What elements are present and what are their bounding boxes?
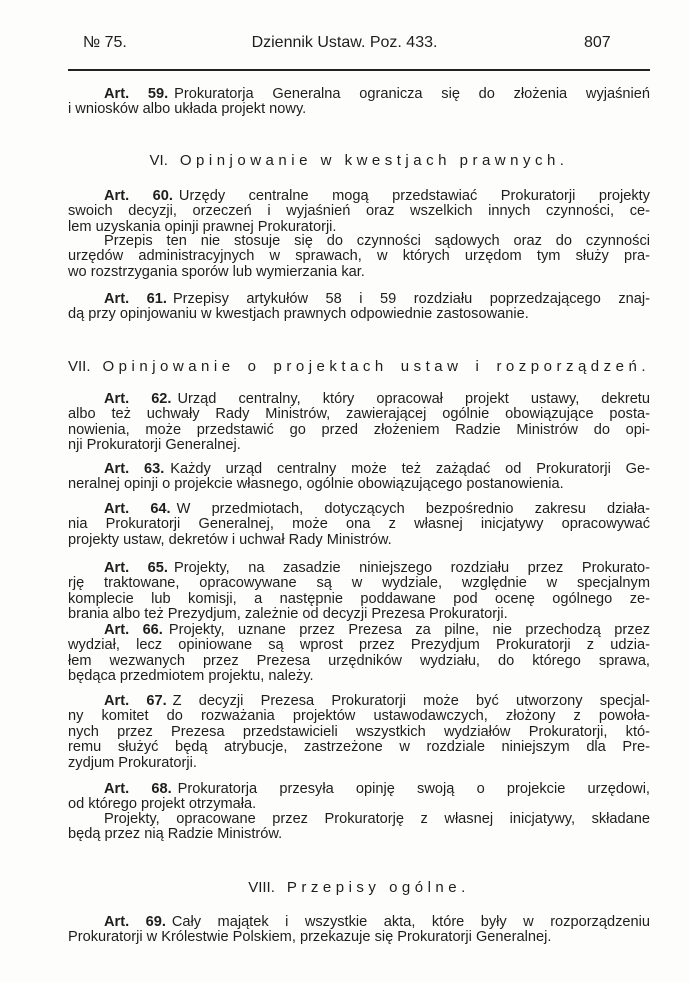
article-line [68,653,650,669]
line-text: Prokuratorji w Królestwie Polskiem, przekazuje się Prokuratorji Generalnej. [68,929,552,946]
section-heading [68,153,650,169]
section-heading [68,880,650,896]
article-line [68,406,650,422]
article-line [68,437,650,453]
line-text: wydział, lecz opiniowane są wprost przez Prezydjum Prokuratorji z udzia- [68,637,650,654]
article-line [68,575,650,591]
article-line [68,422,650,438]
article-line [68,755,650,771]
line-text: nowienia, może przedstawić go przed złożeniem Radzie Ministrów do opi- [68,421,650,438]
article-line [68,501,650,517]
paragraph-line [68,264,650,280]
line-text: Prokuratorja przesyła opinję swoją o projekcie urzędowi, [177,781,650,797]
article-line [68,606,650,622]
article-label: Art. 62. [104,391,172,407]
section-title: Przepisy ogólne. [286,879,470,896]
article-line [68,668,650,684]
line-text: Prokuratorja Generalna ogranicza się do złożenia wyjaśnień [174,86,650,102]
line-text: W przedmiotach, dotyczących bezpośrednio zakresu działa- [176,501,650,517]
article-label: Art. 66. [104,622,163,638]
article-line [68,461,650,477]
line-text: projekty ustaw, dekretów i uchwał Rady Ministrów. [68,531,392,548]
header-rule [68,69,650,71]
article-label: Art. 59. [104,86,169,102]
article-line [68,929,650,945]
article-line [68,914,650,930]
line-text: dą przy opinjowaniu w kwestjach prawnych odpowiednie zastosowanie. [68,306,529,323]
article-line [68,516,650,532]
article-line [68,708,650,724]
article-label: Art. 64. [104,501,171,517]
line-text: komplecie lub komisji, a następnie poddawane pod ocenę ogólnego ze- [68,590,650,607]
article-line [68,391,650,407]
line-text: albo też uchwały Rady Ministrów, zawierającej ogólnie obowiązujące posta- [68,406,650,423]
paragraph-line [68,233,650,249]
issue-number: № 75. [83,34,127,51]
line-text: i wniosków albo układa projekt nowy. [68,101,307,118]
article-line [68,306,650,322]
line-text: lem uzyskania opinji prawnej Prokuratorji. [68,218,337,235]
line-text: Przepis ten nie stosuje się do czynności sądowych oraz do czynności [104,233,650,249]
article-line [68,532,650,548]
line-text: urzędów administracyjnych w sprawach, w których urzędom tym służy pra- [68,248,650,265]
article-line [68,188,650,204]
section-numeral: VII. [68,358,91,375]
line-text: będąca przedmiotem projektu, należy. [68,668,314,685]
paragraph-line [68,811,650,827]
article-line [68,796,650,812]
line-text: Przepisy artykułów 58 i 59 rozdziału poprzedzającego znaj- [172,291,650,307]
line-text: ny komitet do rozważania projektów ustawodawczych, złożony z powoła- [68,708,650,725]
line-text: Cały majątek i wszystkie akta, które były w rozporządzeniu [171,914,650,930]
line-text: remu służyć będą atrybucje, zastrzeżone w rozdziale niniejszym dla Pre- [68,739,650,756]
line-text: Każdy urząd centralny może też zażądać od Prokuratorji Ge- [170,461,650,477]
article-line [68,724,650,740]
article-label: Art. 69. [104,914,166,930]
article-line [68,693,650,709]
article-line [68,203,650,219]
article-line [68,591,650,607]
line-text: wo rozstrzygania sporów lub wymierzania kar. [68,263,365,280]
line-text: nych przez Prezesa przedstawicieli wszystkich wydziałów Prokuratorji, któ- [68,723,650,740]
page-number: 807 [584,34,611,51]
line-text: Urząd centralny, który opracował projekt ustawy, dekretu [177,391,650,407]
article-label: Art. 67. [104,693,167,709]
article-label: Art. 61. [104,291,167,307]
article-label: Art. 63. [104,461,165,477]
section-title: Opinjowanie o projektach ustaw i rozporządzeń. [102,358,650,375]
line-text: rję traktowane, opracowywane są w wydziale, względnie w specjalnym [68,575,650,592]
line-text: nji Prokuratorji Generalnej. [68,437,241,454]
article-line [68,291,650,307]
article-line [68,739,650,755]
line-text: łem wezwanych przez Prezesa urzędników wydziału, do którego sprawa, [68,652,650,669]
line-text: będą przez nią Radzie Ministrów. [68,826,283,843]
running-title: Dziennik Ustaw. Poz. 433. [251,34,438,51]
section-numeral: VI. [149,152,168,169]
article-line [68,781,650,797]
article-line [68,101,650,117]
line-text: neralnej opinji o projekcie własnego, ogólnie obowiązującego postanowienia. [68,476,564,493]
article-label: Art. 60. [104,188,173,204]
paragraph-line [68,248,650,264]
section-heading [68,359,650,375]
article-line [68,637,650,653]
article-line [68,86,650,102]
article-line [68,476,650,492]
line-text: nia Prokuratorji Generalnej, może ona z własnej inicjatywy opracowywać [68,516,650,533]
article-label: Art. 65. [104,560,168,576]
article-line [68,560,650,576]
line-text: od którego projekt otrzymała. [68,796,257,813]
line-text: Urzędy centralne mogą przedstawiać Prokuratorji projekty [178,188,650,204]
line-text: brania albo też Prezydjum, zależnie od decyzji Prezesa Prokuratorji. [68,606,508,623]
section-numeral: VIII. [248,879,275,896]
line-text: zydjum Prokuratorji. [68,754,197,771]
article-line [68,622,650,638]
article-label: Art. 68. [104,781,172,797]
line-text: Projekty, opracowane przez Prokuratorję z własnej inicjatywy, składane [104,811,650,827]
line-text: Projekty, na zasadzie niniejszego rozdziału przez Prokurato- [173,560,650,576]
section-title: Opinjowanie w kwestjach prawnych. [179,152,569,169]
line-text: Z decyzji Prezesa Prokuratorji może być utworzony specjal- [172,693,650,709]
line-text: Projekty, uznane przez Prezesa za pilne, nie przechodzą przez [168,622,650,638]
line-text: swoich decyzji, orzeczeń i wyjaśnień oraz wszelkich innych czynności, ce- [68,203,650,220]
paragraph-line [68,826,650,842]
